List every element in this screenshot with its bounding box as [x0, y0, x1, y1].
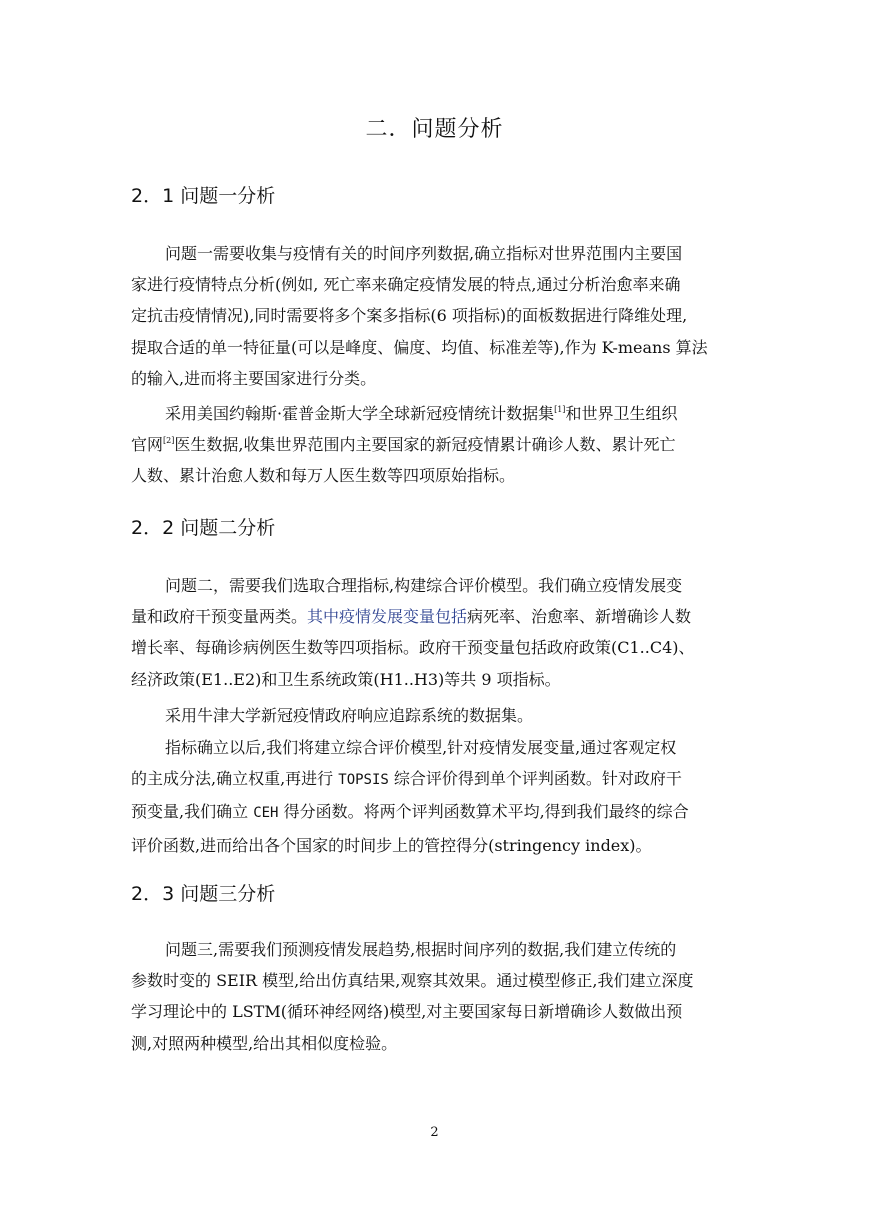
text-line: 评价函数,进而给出各个国家的时间步上的管控得分(stringency index)。 [131, 835, 652, 855]
paragraph-2-1-b [131, 398, 743, 492]
text-line: 增长率、每确诊病例医生数等四项指标。政府干预变量包括政府政策(C1..C4)、 [131, 638, 695, 658]
text-segment: 的主成分法,确立权重,再进行 [131, 769, 339, 789]
page-title: 二．问题分析 [365, 117, 504, 142]
text-segment: 病死率、治愈率、新增确诊人数 [467, 607, 692, 627]
text-segment: 采用美国约翰斯·霍普金斯大学全球新冠疫情统计数据集 [165, 404, 555, 423]
text-line: 测,对照两种模型,给出其相似度检验。 [131, 1033, 398, 1053]
paragraph-2-2-c [131, 732, 743, 861]
paragraph-2-1-a [131, 238, 743, 394]
section-heading-2-2: 2．2 问题二分析 [131, 517, 276, 539]
method-name: CEH [253, 805, 279, 822]
text-line: 参数时变的 SEIR 模型,给出仿真结果,观察其效果。通过模型修正,我们建立深度 [131, 971, 694, 991]
text-line: 问题二，需要我们选取合理指标,构建综合评价模型。我们确立疫情发展变 [165, 576, 683, 595]
text-segment: 综合评价得到单个评判函数。针对政府干 [388, 769, 682, 789]
text-line: 问题一需要收集与疫情有关的时间序列数据,确立指标对世界范围内主要国 [165, 244, 683, 263]
text-line: 定抗击疫情情况),同时需要将多个案多指标(6 项指标)的面板数据进行降维处理, [131, 306, 688, 326]
page-number: 2 [430, 1125, 439, 1140]
text-segment: 量和政府干预变量两类。 [131, 607, 308, 627]
text-line: 提取合适的单一特征量(可以是峰度、偏度、均值、标准差等),作为 K-means 算法 [131, 337, 708, 357]
text-line [131, 429, 743, 460]
text-line: 问题三,需要我们预测疫情发展趋势,根据时间序列的数据,我们建立传统的 [165, 940, 677, 959]
citation-ref: [2] [163, 436, 175, 446]
text-line [131, 796, 743, 829]
text-line: 学习理论中的 LSTM(循环神经网络)模型,对主要国家每日新增确诊人数做出预 [131, 1002, 683, 1022]
paragraph-2-2-a [131, 570, 743, 695]
text-line [131, 763, 743, 796]
text-line: 的输入,进而将主要国家进行分类。 [131, 368, 377, 388]
paragraph-2-2-b [131, 700, 743, 731]
text-line: 经济政策(E1..E2)和卫生系统政策(H1..H3)等共 9 项指标。 [131, 669, 561, 689]
text-line: 采用牛津大学新冠疫情政府响应追踪系统的数据集。 [165, 706, 534, 725]
text-line [131, 398, 743, 429]
text-segment: 得分函数。将两个评判函数算术平均,得到我们最终的综合 [278, 802, 689, 822]
paragraph-2-3-a [131, 934, 743, 1059]
text-line [131, 601, 743, 632]
text-line: 指标确立以后,我们将建立综合评价模型,针对疫情发展变量,通过客观定权 [165, 738, 677, 757]
section-heading-2-3: 2．3 问题三分析 [131, 883, 276, 905]
text-segment: 医生数据,收集世界范围内主要国家的新冠疫情累计确诊人数、累计死亡 [174, 435, 676, 455]
text-segment: 和世界卫生组织 [565, 404, 678, 423]
highlighted-text: 其中疫情发展变量包括 [307, 607, 468, 627]
text-segment: 官网 [131, 435, 164, 455]
text-line: 家进行疫情特点分析(例如, 死亡率来确定疫情发展的特点,通过分析治愈率来确 [131, 275, 681, 295]
text-segment: 预变量,我们确立 [131, 802, 254, 822]
method-name: TOPSIS [338, 772, 389, 789]
text-line: 人数、累计治愈人数和每万人医生数等四项原始指标。 [131, 466, 516, 486]
citation-ref: [1] [554, 405, 566, 414]
section-heading-2-1: 2．1 问题一分析 [131, 185, 276, 207]
